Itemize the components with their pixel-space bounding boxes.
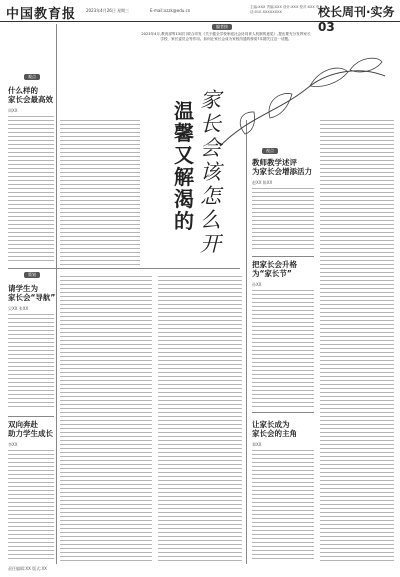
column-rule (56, 24, 57, 564)
section-rule (8, 268, 240, 269)
title-line: 请学生为 (8, 284, 38, 293)
title-line: 为“家长节” (252, 269, 292, 278)
article-byline: 李XX (8, 442, 18, 447)
article-title (252, 420, 297, 438)
article-body (252, 290, 314, 408)
title-line: 什么样的 (8, 86, 38, 95)
title-line: 家长会的主角 (252, 429, 297, 438)
article-byline: 郑XX (252, 442, 262, 447)
section-name: 校长周刊·实务 (318, 5, 395, 19)
title-line: 教师教学述评 (252, 158, 297, 167)
title-line: 让家长成为 (252, 420, 290, 429)
article-body (8, 450, 54, 562)
main-title-line1: 温馨又解渴的 (174, 99, 194, 233)
section-rule (8, 416, 54, 417)
header-email: E-mail:xzzk@edu.cn (150, 8, 191, 13)
title-line: 把家长会升格 (252, 260, 297, 269)
article-title (252, 158, 312, 176)
title-line: 为家长会增添活力 (252, 167, 312, 176)
title-line: 家长会“导航” (8, 293, 56, 302)
article-title (8, 420, 53, 438)
article-byline: 吴XX 张XX (8, 306, 29, 311)
article-body (158, 276, 242, 562)
column-rule (246, 120, 247, 564)
article-title (8, 284, 55, 302)
main-title-line2: 家长会该怎么开 (200, 88, 221, 256)
newspaper-logo: 中国教育报 (6, 7, 77, 22)
article-body (320, 120, 394, 562)
title-line: 双向奔赴 (8, 420, 38, 429)
article-byline: 孙XX (252, 282, 262, 287)
article-body (60, 120, 140, 270)
section-rule (252, 412, 314, 413)
article-byline: 周XX (8, 108, 18, 113)
page-footer: 责任编辑:XX 版式:XX (8, 566, 47, 571)
article-body (8, 116, 54, 262)
article-body (8, 314, 54, 410)
article-tag: 观点 (24, 74, 40, 80)
article-byline: 赵XX 陈XX (252, 180, 273, 185)
section-title (318, 3, 400, 34)
header-contacts: 主编:XXX 责编:XXX 设计:XXX 校对:XXX 电话:010-XXXXXXXX (250, 5, 320, 14)
article-title (252, 260, 297, 278)
article-tag: 视点 (262, 148, 278, 154)
article-body (60, 276, 152, 562)
intro-tag: 编者按 (212, 24, 232, 30)
page-number: 03 (318, 20, 335, 34)
issue-date: 2023年4月26日 星期三 (86, 8, 130, 13)
title-line: 家长会最高效 (8, 95, 53, 104)
title-line: 助力学生成长 (8, 429, 53, 438)
article-body (252, 450, 314, 562)
article-title (8, 86, 53, 104)
article-tag: 策划 (24, 272, 40, 278)
intro-text: 2023年4月,教育部等13部门联合印发《关于健全学校家庭社会协同育人机制的意见》,提出要充分发挥家长学校、家长委员会等作用。如何让家长会成为家校沟通的桥梁?本期关注这一话题。 (141, 32, 311, 41)
section-rule (252, 256, 314, 257)
article-body (252, 188, 314, 252)
